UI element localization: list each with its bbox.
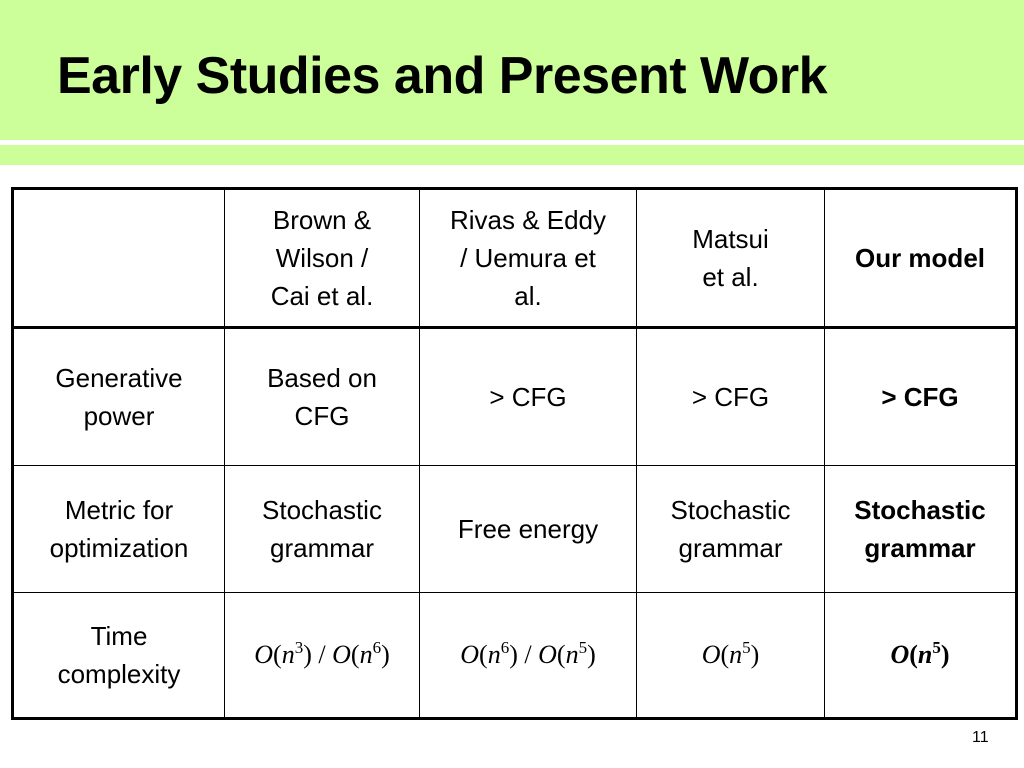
complexity-formula: $O(n^6) / O(n^5)$ (420, 593, 637, 719)
page-number: 11 (972, 729, 989, 746)
header-text: et al. (702, 262, 759, 292)
slide-title: Early Studies and Present Work (57, 47, 828, 105)
row-label-text: power (83, 401, 155, 431)
row-label-text: optimization (49, 533, 189, 563)
header-text: Matsui (692, 224, 769, 254)
cell-text: grammar (864, 533, 976, 563)
row-label-text: Metric for (64, 495, 174, 525)
row-label-text: complexity (57, 659, 181, 689)
header-text: Cai et al. (270, 281, 374, 311)
row-label-metric (13, 466, 225, 593)
table-row (13, 593, 1017, 719)
header-text: Rivas & Eddy (449, 205, 607, 235)
row-label-generative-power (13, 328, 225, 466)
cell-text: Stochastic (262, 495, 382, 525)
header-text: Our model (854, 243, 985, 273)
header-text: Brown & (272, 205, 372, 235)
table-cell: > CFG (420, 328, 637, 466)
table-cell-ours (825, 466, 1017, 593)
table-row (13, 328, 1017, 466)
table-cell (637, 466, 825, 593)
row-label-text: Time (90, 621, 148, 651)
header-text: / Uemura et (460, 243, 596, 273)
table-cell: Free energy (420, 466, 637, 593)
cell-text: grammar (678, 533, 783, 563)
corner-cell (13, 189, 225, 328)
header-cell-matsui (637, 189, 825, 328)
table-cell (225, 328, 420, 466)
cell-text: Based on (267, 363, 377, 393)
row-label-time-complexity (13, 593, 225, 719)
title-banner-underline (0, 145, 1024, 165)
table-cell (225, 466, 420, 593)
header-text: Wilson / (275, 243, 369, 273)
complexity-formula-ours: $O(n^5)$ (825, 593, 1017, 719)
table-header-row (13, 189, 1017, 328)
comparison-table (11, 187, 1018, 720)
row-label-text: Generative (55, 363, 183, 393)
table-row (13, 466, 1017, 593)
header-cell-our-model (825, 189, 1017, 328)
header-text: al. (514, 281, 542, 311)
complexity-formula: $O(n^3) / O(n^6)$ (225, 593, 420, 719)
table-cell-ours: > CFG (825, 328, 1017, 466)
complexity-formula: $O(n^5)$ (637, 593, 825, 719)
cell-text: Stochastic (670, 495, 791, 525)
header-cell-rivas-eddy (420, 189, 637, 328)
cell-text: grammar (269, 533, 374, 563)
cell-text: Stochastic (854, 495, 986, 525)
table-cell: > CFG (637, 328, 825, 466)
header-cell-brown-wilson (225, 189, 420, 328)
cell-text: CFG (294, 401, 350, 431)
